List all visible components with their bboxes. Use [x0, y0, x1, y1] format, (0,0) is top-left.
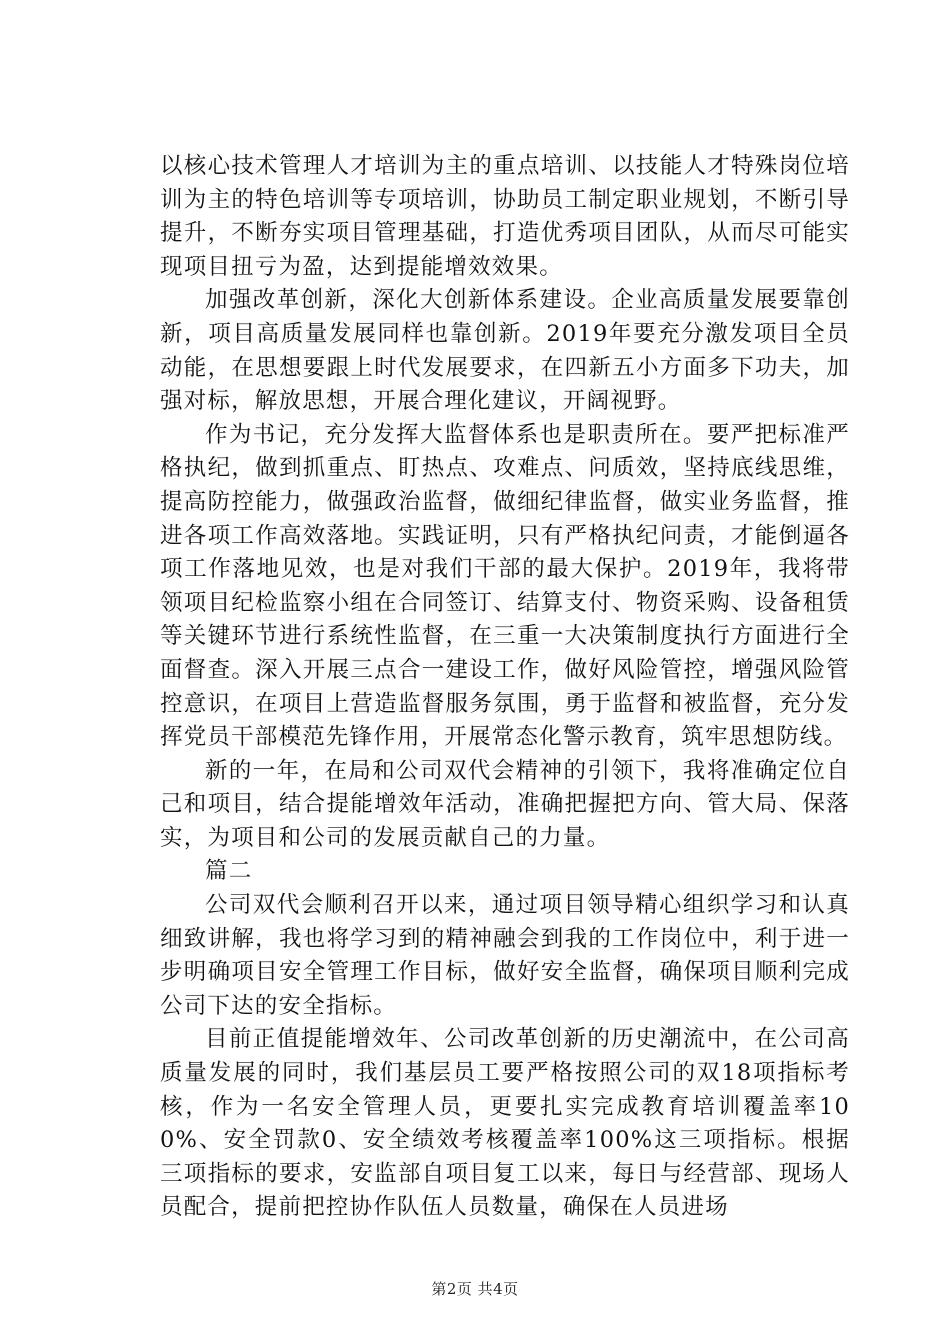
section-heading: 篇二	[205, 858, 253, 885]
paragraph-4: 新的一年，在局和公司双代会精神的引领下，我将准确定位自己和项目，结合提能增效年活动，准确把握把方向、管大局、保落实，为项目和公司的发展贡献自己的力量。	[160, 757, 850, 851]
paragraph-3: 作为书记，充分发挥大监督体系也是职责所在。要严把标准严格执纪，做到抓重点、盯热点、攻难点、问质效，坚持底线思维，提高防控能力，做强政治监督，做细纪律监督，做实业务监督，推进各项工作高效落地。实践证明，只有严格执纪问责，才能倒逼各项工作落地见效，也是对我们干部的最大保护。2019年，我将带领项目纪检监察小组在合同签订、结算支付、物资采购、设备租赁等关键环节进行系统性监督，在三重一大决策制度执行方面进行全面督查。深入开展三点合一建设工作，做好风险管控，增强风险管控意识，在项目上营造监督服务氛围，勇于监督和被监督，充分发挥党员干部模范先锋作用，开展常态化警示教育，筑牢思想防线。	[160, 421, 850, 751]
page-footer: 第2页 共4页	[431, 1280, 519, 1298]
document-body	[160, 150, 850, 1225]
paragraph-1: 以核心技术管理人才培训为主的重点培训、以技能人才特殊岗位培训为主的特色培训等专项培训，协助员工制定职业规划，不断引导提升，不断夯实项目管理基础，打造优秀项目团队，从而尽可能实现项目扭亏为盈，达到提能增效效果。	[160, 153, 850, 280]
paragraph-2: 加强改革创新，深化大创新体系建设。企业高质量发展要靠创新，项目高质量发展同样也靠创新。2019年要充分激发项目全员动能，在思想要跟上时代发展要求，在四新五小方面多下功夫，加强对标，解放思想，开展合理化建议，开阔视野。	[160, 287, 850, 415]
paragraph-5: 公司双代会顺利召开以来，通过项目领导精心组织学习和认真细致讲解，我也将学习到的精神融会到我的工作岗位中，利于进一步明确项目安全管理工作目标，做好安全监督，确保项目顺利完成公司下达的安全指标。	[160, 892, 850, 1019]
paragraph-6: 目前正值提能增效年、公司改革创新的历史潮流中，在公司高质量发展的同时，我们基层员工要严格按照公司的双18项指标考核，作为一名安全管理人员，更要扎实完成教育培训覆盖率100%、安全罚款0、安全绩效考核覆盖率100%这三项指标。根据三项指标的要求，安监部自项目复工以来，每日与经营部、现场人员配合，提前把控协作队伍人员数量，确保在人员进场	[160, 1026, 850, 1221]
